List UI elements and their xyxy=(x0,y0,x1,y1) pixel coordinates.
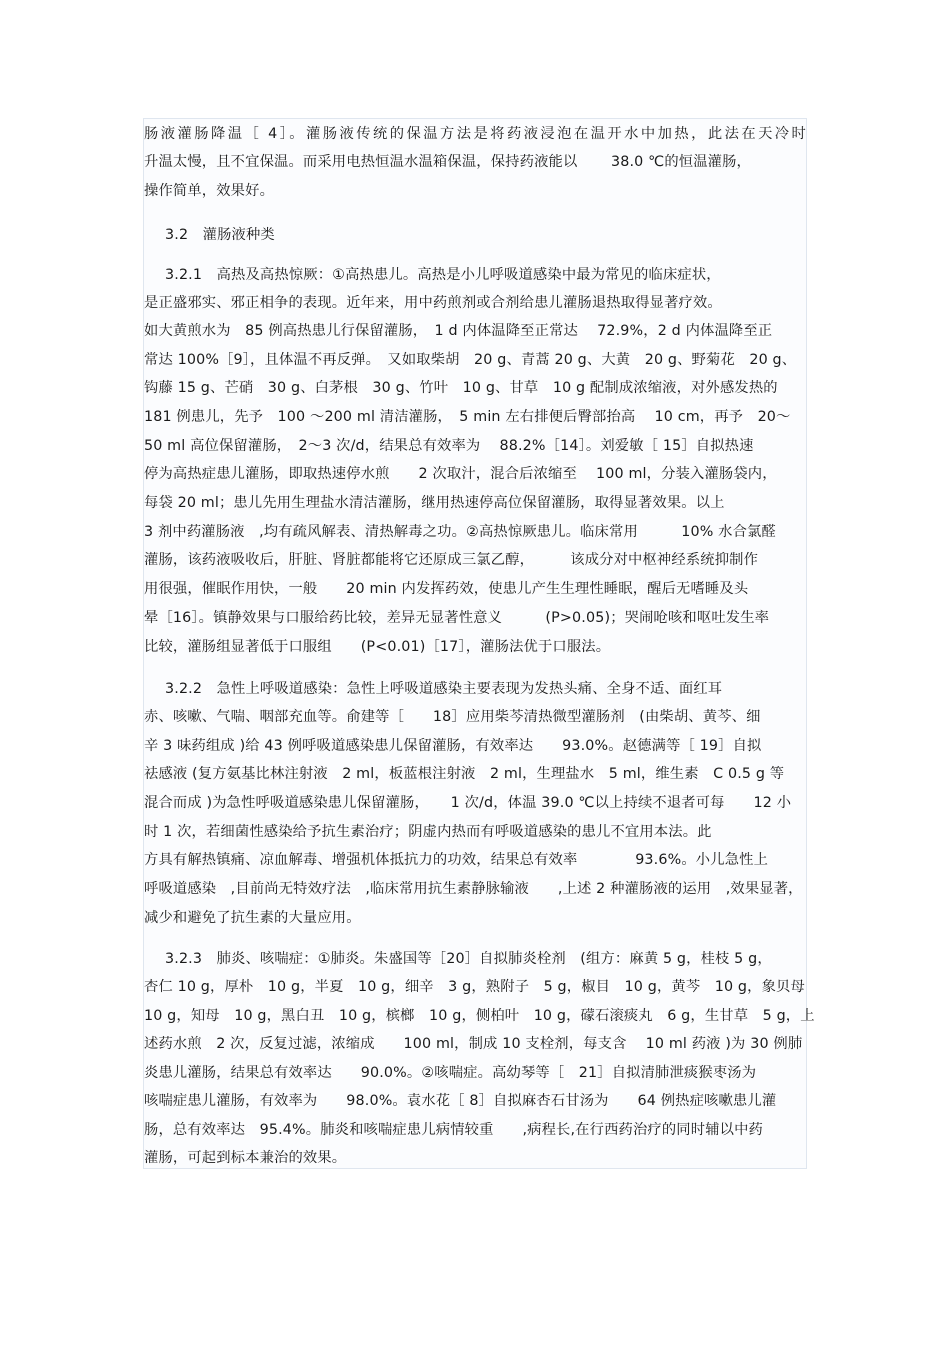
text-line: 比较，灌肠组显著低于口服组 (P<0.01)［17］，灌肠法优于口服法。 xyxy=(144,639,611,655)
text-line: 肠，总有效率达 95.4%。肺炎和咳喘症患儿病情较重 ,病程长,在行西药治疗的同时辅以中药 xyxy=(144,1122,763,1138)
text-line: 50 ml 高位保留灌肠， 2～3 次/d，结果总有效率为 88.2%［14］。刘爱敏［ 15］自拟热速 xyxy=(144,438,754,454)
document-page xyxy=(143,118,815,1169)
text-line: 每袋 20 ml；患儿先用生理盐水清洁灌肠，继用热速停高位保留灌肠，取得显著效果。以上 xyxy=(144,495,725,511)
text-line: 赤、咳嗽、气喘、咽部充血等。俞建等［ 18］应用柴芩清热微型灌肠剂 (由柴胡、黄芩、细 xyxy=(144,709,761,725)
text-line: 钩藤 15 g、芒硝 30 g、白茅根 30 g、竹叶 10 g、甘草 10 g 配制成浓缩液，对外感发热的 xyxy=(144,380,778,396)
text-line: 3 剂中药灌肠液 ,均有疏风解表、清热解毒之功。②高热惊厥患儿。临床常用 10% 水合氯醛 xyxy=(144,524,776,540)
text-line: 祛感液 (复方氨基比林注射液 2 ml，板蓝根注射液 2 ml，生理盐水 5 ml，维生素 C 0.5 g 等 xyxy=(144,766,785,782)
text-line: 减少和避免了抗生素的大量应用。 xyxy=(144,910,361,926)
text-line: 时 1 次，若细菌性感染给予抗生素治疗；阴虚内热而有呼吸道感染的患儿不宜用本法。此 xyxy=(144,824,712,840)
text-line: 10 g，知母 10 g，黑白丑 10 g，槟榔 10 g，侧柏叶 10 g，礞石滚痰丸 6 g，生甘草 5 g，上 xyxy=(144,1008,815,1024)
text-line: 杏仁 10 g，厚朴 10 g，半夏 10 g，细辛 3 g，熟附子 5 g，椒目 10 g，黄芩 10 g，象贝母 xyxy=(144,979,805,995)
text-line: 常达 100%［9］，且体温不再反弹。 又如取柴胡 20 g、青蒿 20 g、大黄 20 g、野菊花 20 g、 xyxy=(144,352,797,368)
text-line: 用很强，催眠作用快，一般 20 min 内发挥药效，使患儿产生生理性睡眠，醒后无嗜睡及头 xyxy=(144,581,749,597)
text-line: 升温太慢，且不宜保温。而采用电热恒温水温箱保温，保持药液能以 38.0 ℃的恒温灌肠， xyxy=(144,154,752,170)
text-line: 是正盛邪实、邪正相争的表现。近年来，用中药煎剂或合剂给患儿灌肠退热取得显著疗效。 xyxy=(144,295,722,311)
text-line: 181 例患儿，先予 100 ～200 ml 清洁灌肠， 5 min 左右排便后臀部抬高 10 cm，再予 20～ xyxy=(144,409,791,425)
text-line: 晕［16］。镇静效果与口服给药比较，差异无显著性意义 (P>0.05)；哭闹呛咳和呕吐发生率 xyxy=(144,610,770,626)
text-line: 炎患儿灌肠，结果总有效率达 90.0%。②咳喘症。高幼琴等［ 21］自拟清肺泄痰猴枣汤为 xyxy=(144,1065,757,1081)
text-line: 呼吸道感染 ,目前尚无特效疗法 ,临床常用抗生素静脉输液 ,上述 2 种灌肠液的运用 ,效果显著， xyxy=(144,881,803,897)
text-line: 如大黄煎水为 85 例高热患儿行保留灌肠， 1 d 内体温降至正常达 72.9%，2 d 内体温降至正 xyxy=(144,323,773,339)
text-line: 咳喘症患儿灌肠，有效率为 98.0%。袁水花［ 8］自拟麻杏石甘汤为 64 例热症咳嗽患儿灌 xyxy=(144,1093,777,1109)
text-line: 方具有解热镇痛、凉血解毒、增强机体抵抗力的功效，结果总有效率 93.6%。小儿急性上 xyxy=(144,852,769,868)
text-line: 混合而成 )为急性呼吸道感染患儿保留灌肠， 1 次/d，体温 39.0 ℃以上持续不退者可每 12 小 xyxy=(144,795,792,811)
text-line: 3.2.1 高热及高热惊厥：①高热患儿。高热是小儿呼吸道感染中最为常见的临床症状， xyxy=(165,267,721,283)
text-line: 操作简单，效果好。 xyxy=(144,183,275,199)
text-line: 肠液灌肠降温［ 4］。灌肠液传统的保温方法是将药液浸泡在温开水中加热，此法在天冷时 xyxy=(144,126,806,142)
text-line: 停为高热症患儿灌肠，即取热速停水煎 2 次取汁，混合后浓缩至 100 ml，分装入灌肠袋内， xyxy=(144,466,777,482)
text-line: 灌肠，可起到标本兼治的效果。 xyxy=(144,1150,347,1166)
text-line: 述药水煎 2 次，反复过滤，浓缩成 100 ml，制成 10 支栓剂，每支含 10 ml 药液 )为 30 例肺 xyxy=(144,1036,803,1052)
text-line: 灌肠，该药液吸收后，肝脏、肾脏都能将它还原成三氯乙醇， 该成分对中枢神经系统抑制作 xyxy=(144,552,759,568)
section-heading: 3.2 灌肠液种类 xyxy=(165,227,275,243)
text-line: 3.2.2 急性上呼吸道感染：急性上呼吸道感染主要表现为发热头痛、全身不适、面红耳 xyxy=(165,681,723,697)
text-line: 辛 3 味药组成 )给 43 例呼吸道感染患儿保留灌肠，有效率达 93.0%。赵德满等［ 19］自拟 xyxy=(144,738,762,754)
text-line: 3.2.3 肺炎、咳喘症：①肺炎。朱盛国等［20］自拟肺炎栓剂 (组方：麻黄 5 g，桂枝 5 g， xyxy=(165,951,772,967)
